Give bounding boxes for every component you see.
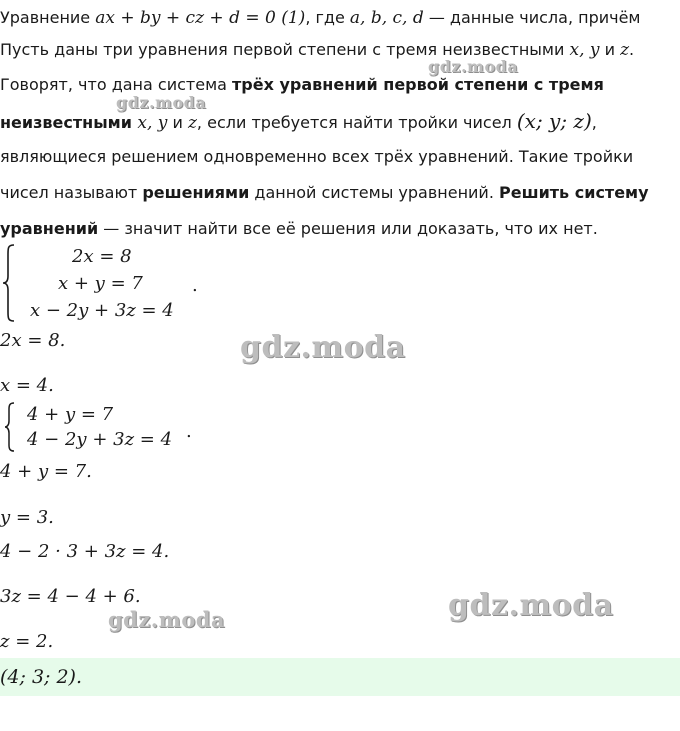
intro-text: чисел называют — [0, 183, 143, 202]
definition-bold: трёх уравнений первой степени с тремя — [232, 75, 604, 94]
system1-dot: . — [192, 275, 198, 296]
unknown-var-z: z — [620, 40, 630, 60]
unknown-vars: x, y — [131, 113, 168, 133]
coefficient-vars: a, b, c, d — [349, 8, 424, 28]
intro-text: Пусть даны три уравнения первой степени с тремя неизвестными — [0, 40, 570, 59]
intro-line-7 — [0, 218, 680, 240]
intro-text: и — [599, 40, 621, 59]
intro-line-2 — [0, 39, 680, 61]
intro-text: Уравнение — [0, 8, 96, 27]
left-brace-icon — [4, 402, 16, 452]
step-4: y = 3. — [0, 507, 54, 528]
step-3: 4 + y = 7. — [0, 461, 92, 482]
term-solve-system: Решить систему — [499, 183, 649, 202]
intro-text: . — [629, 40, 635, 59]
watermark: gdz.moda — [108, 607, 226, 632]
intro-line-3 — [0, 74, 680, 96]
intro-text: — значит найти все её решения или доказать, что их нет. — [98, 219, 598, 238]
intro-text: , если требуется найти тройки чисел — [196, 113, 517, 132]
intro-text: данной системы уравнений. — [249, 183, 499, 202]
left-brace-icon — [2, 244, 16, 322]
system1-eq3: x − 2y + 3z = 4 — [30, 300, 174, 321]
intro-text: — данные числа, причём — [423, 8, 641, 27]
system1-eq2: x + y = 7 — [58, 273, 143, 294]
term-solutions: решениями — [142, 183, 250, 202]
equation-general: ax + by + cz + d = 0 (1) — [95, 8, 306, 28]
step-5: 4 − 2 · 3 + 3z = 4. — [0, 541, 170, 562]
triple-notation: (x; y; z) — [516, 109, 592, 133]
term-equations: уравнений — [0, 219, 99, 238]
watermark: gdz.moda — [116, 93, 207, 112]
unknown-vars: x, y — [569, 40, 600, 60]
intro-text: , где — [305, 8, 350, 27]
watermark: gdz.moda — [240, 330, 406, 365]
intro-line-5: являющиеся решением одновременно всех трёх уравнений. Такие тройки — [0, 147, 634, 166]
answer-box — [0, 658, 680, 696]
watermark: gdz.moda — [428, 57, 519, 76]
step-2: x = 4. — [0, 375, 54, 396]
intro-line-1 — [0, 7, 680, 29]
system2-eq2: 4 − 2y + 3z = 4 — [27, 429, 173, 450]
step-7: z = 2. — [0, 631, 54, 652]
system2-dot: . — [186, 421, 192, 442]
intro-text: , — [591, 113, 597, 132]
step-6: 3z = 4 − 4 + 6. — [0, 586, 141, 607]
intro-line-6 — [0, 182, 680, 204]
definition-bold: неизвестными — [0, 113, 132, 132]
system1-eq1: 2x = 8 — [72, 246, 132, 267]
intro-text: Говорят, что дана система — [0, 75, 233, 94]
unknown-var-z: z — [187, 113, 197, 133]
watermark: gdz.moda — [448, 588, 614, 623]
answer-value: (4; 3; 2). — [0, 666, 83, 688]
system2-eq1: 4 + y = 7 — [27, 404, 114, 425]
intro-text: и — [167, 113, 188, 132]
intro-line-4 — [0, 110, 680, 134]
step-1: 2x = 8. — [0, 330, 66, 351]
